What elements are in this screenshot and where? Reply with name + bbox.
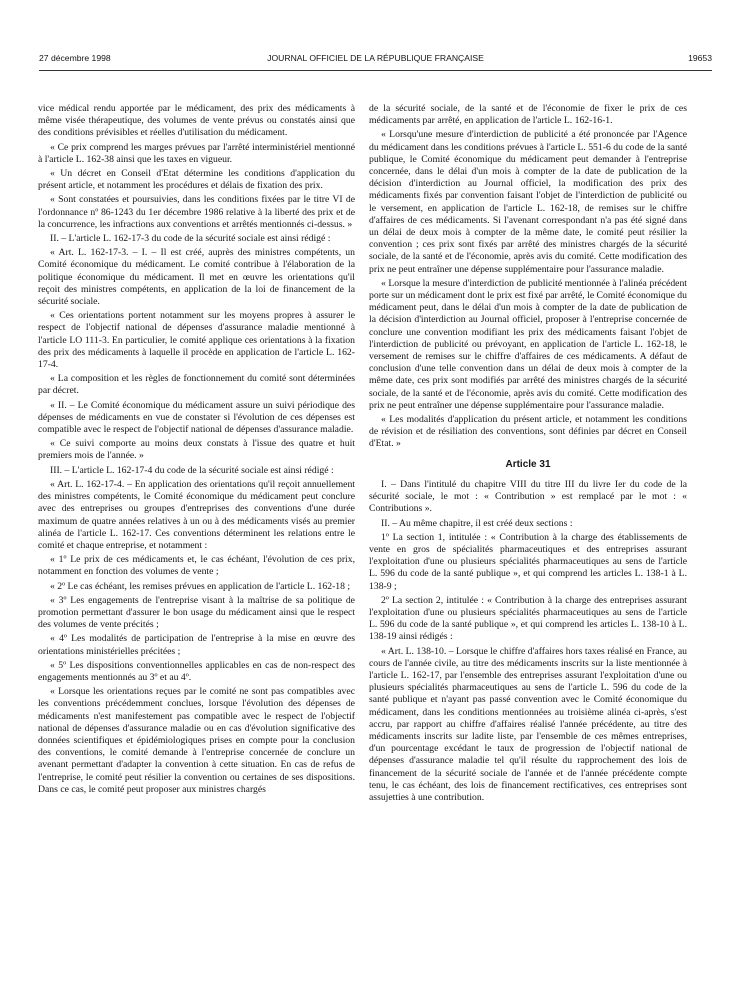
paragraph: de la sécurité sociale, de la santé et de l'économie de fixer le prix de ces médicaments par arrêté, en application de l'article L. 162-16-1. [369,103,687,127]
paragraph: « Lorsque la mesure d'interdiction de publicité mentionnée à l'alinéa précédent porte sur un médicament dont le prix est fixé par arrêté, le Comité économique du médicament peut, dans le délai d'un mois à compter de la date de publication de la décision d'interdiction au Journal officiel, proposer à l'entreprise concernée de conclure une convention modifiant les prix des médicaments faisant l'objet de l'interdiction de publicité ou prévoyant, en application de l'article L. 162-18, le versement de remises sur le chiffre d'affaires de ces médicaments. A défaut de conclusion d'une telle convention dans un délai de deux mois à compter de la même date, ces prix sont modifiés par arrêté des ministres chargés de la sécurité sociale, de la santé et de l'économie, après avis du comité. Cette modification des prix ne peut entraîner une dépense supplémentaire pour l'assurance maladie. [369,277,687,411]
header-page-number: 19653 [688,53,712,63]
header-rule [39,70,712,71]
paragraph: « Ce suivi comporte au moins deux constats à l'issue des quatre et huit premiers mois de l'année. » [38,438,355,462]
paragraph: « 5º Les dispositions conventionnelles applicables en cas de non-respect des engagements mentionnés au 3º et au 4º. [38,659,355,683]
left-column [38,103,355,798]
paragraph: « II. – Le Comité économique du médicament assure un suivi périodique des dépenses de médicaments en vue de constater si l'évolution de ces dépenses est compatible avec le respect de l'objectif national de dépenses d'assurance maladie. [38,399,355,436]
paragraph: II. – Au même chapitre, il est créé deux sections : [381,517,573,529]
paragraph: « Lorsque les orientations reçues par le comité ne sont pas compatibles avec les conventions précédemment conclues, lorsque l'évolution des dépenses de médicaments n'est manifestement pas compatible avec le respect de l'objectif national de dépenses d'assurance maladie ou en cas d'évolution significative des données scientifiques et épidémiologiques prises en compte pour la conclusion des conventions, le comité demande à l'entreprise concernée de conclure un avenant permettant d'adapter la convention à cette situation. En cas de refus de l'entreprise, le comité peut résilier la convention ou certaines de ses dispositions. Dans ce cas, le comité peut proposer aux ministres chargés [38,686,355,795]
paragraph: « Les modalités d'application du présent article, et notamment les conditions de révision et de résiliation des conventions, sont définies par décret en Conseil d'Etat. » [369,414,687,450]
paragraph: « Sont constatées et poursuivies, dans les conditions fixées par le titre VI de l'ordonnance nº 86-1243 du 1er décembre 1986 relative à la liberté des prix et de la concurrence, les infractions aux conventions et arrêtés mentionnés ci-dessus. » [38,194,355,230]
paragraph: 1º La section 1, intitulée : « Contribution à la charge des établissements de vente en gros de spécialités pharmaceutiques et des entreprises assurant l'exploitation d'une ou plusieurs spécialités pharmaceutiques au sens de l'article L. 596 du code de la santé publique », et qui comprend les articles L. 138-1 à L. 138-9 ; [369,531,687,592]
article-title: Article 31 [505,458,551,470]
paragraph: « Lorsqu'une mesure d'interdiction de publicité a été prononcée par l'Agence du médicament dans les conditions prévues à l'article L. 551-6 du code de la santé publique, le Comité économique du médicament peut demander à l'entreprise concernée, dans le délai d'un mois à compter de la date de publication de la décision d'interdiction au Journal officiel, la modification des prix des médicaments fixés par convention faisant l'objet de l'interdiction de publicité ou le versement, en application de l'article L. 162-18, de remises sur le chiffre d'affaires de ces médicaments. Si l'avenant correspondant n'a pas été signé dans un délai de deux mois à compter de la même date, le comité peut résilier la convention ; ces prix sont fixés par arrêté des ministres chargés de la sécurité sociale, de la santé et de l'économie, après avis du comité. Cette modification des prix ne peut entraîner une dépense supplémentaire pour l'assurance maladie. [369,129,687,275]
paragraph: « Art. L. 162-17-3. – I. – Il est créé, auprès des ministres compétents, un Comité économique du médicament. Le comité contribue à l'élaboration de la politique économique du médicament. Il met en œuvre les orientations qu'il reçoit des ministres compétents, en application de la loi de financement de la sécurité sociale. [38,247,355,308]
paragraph: I. – Dans l'intitulé du chapitre VIII du titre III du livre Ier du code de la sécurité sociale, le mot : « Contribution » est remplacé par le mot : « Contributions ». [369,478,687,515]
paragraph: « 1º Le prix de ces médicaments et, le cas échéant, l'évolution de ces prix, notamment en fonction des volumes de vente ; [38,554,355,578]
paragraph: III. – L'article L. 162-17-4 du code de la sécurité sociale est ainsi rédigé : [50,464,334,476]
page-header [39,53,712,67]
header-journal-title: JOURNAL OFFICIEL DE LA RÉPUBLIQUE FRANÇAISE [267,53,484,63]
paragraph: « Ces orientations portent notamment sur les moyens propres à assurer le respect de l'objectif national de dépenses d'assurance maladie mentionné à l'article LO 111-3. En particulier, le comité applique ces orientations à la fixation des prix des médicaments à laquelle il procède en application de l'article L. 162-17-4. [38,310,355,371]
paragraph: « 4º Les modalités de participation de l'entreprise à la mise en œuvre des orientations ministérielles précitées ; [38,633,355,657]
paragraph: « Un décret en Conseil d'Etat détermine les conditions d'application du présent article, et notamment les procédures et délais de fixation des prix. [38,168,355,192]
paragraph: « 3º Les engagements de l'entreprise visant à la maîtrise de sa politique de promotion permettant d'assurer le bon usage du médicament ainsi que le respect des volumes de vente précités ; [38,594,355,631]
paragraph: « La composition et les règles de fonctionnement du comité sont déterminées par décret. [38,373,355,397]
paragraph: « Ce prix comprend les marges prévues par l'arrêté interministériel mentionné à l'article L. 162-38 ainsi que les taxes en vigueur. [38,141,355,165]
header-date: 27 décembre 1998 [39,53,111,63]
paragraph: « Art. L. 138-10. – Lorsque le chiffre d'affaires hors taxes réalisé en France, au cours de l'année civile, au titre des médicaments inscrits sur la liste mentionnée à l'article L. 162-17, par l'ensemble des entreprises assurant l'exploitation d'une ou plusieurs spécialités pharmaceutiques au sens de l'article L. 596 du code de la santé publique et n'ayant pas passé convention avec le Comité économique du médicament, dans les conditions mentionnées au troisième alinéa ci-après, s'est accru, par rapport au chiffre d'affaires réalisé l'année précédente, au titre des médicaments inscrits sur ladite liste, par l'ensemble de ces mêmes entreprises, d'un pourcentage excédant le taux de progression de l'objectif national de dépenses d'assurance maladie tel qu'il résulte du rapprochement des lois de financement de la sécurité sociale de l'année et de l'année précédente compte tenu, le cas échéant, des lois de financement rectificatives, ces entreprises sont assujetties à une contribution. [369,645,687,803]
paragraph: II. – L'article L. 162-17-3 du code de la sécurité sociale est ainsi rédigé : [50,233,331,245]
paragraph: vice médical rendu apportée par le médicament, des prix des médicaments à même visée thérapeutique, des volumes de vente prévus ou constatés ainsi que des conditions prévisibles et réelles d'utilisation du médicament. [38,103,355,139]
paragraph: « Art. L. 162-17-4. – En application des orientations qu'il reçoit annuellement des ministres compétents, le Comité économique du médicament peut conclure avec des entreprises ou groupes d'entreprises des conventions d'une durée maximum de quatre années relatives à un ou à des médicaments visés au premier alinéa de l'article L. 162-17. Ces conventions déterminent les relations entre le comité et chaque entreprise, et notamment : [38,478,355,551]
paragraph: « 2º Le cas échéant, les remises prévues en application de l'article L. 162-18 ; [50,580,351,592]
paragraph: 2º La section 2, intitulée : « Contribution à la charge des entreprises assurant l'exploitation d'une ou plusieurs spécialités pharmaceutiques au sens de l'article L. 596 du code de la santé publique », et qui comprend les articles L. 138-10 à L. 138-19 ainsi rédigés : [369,594,687,643]
right-column [369,103,687,806]
